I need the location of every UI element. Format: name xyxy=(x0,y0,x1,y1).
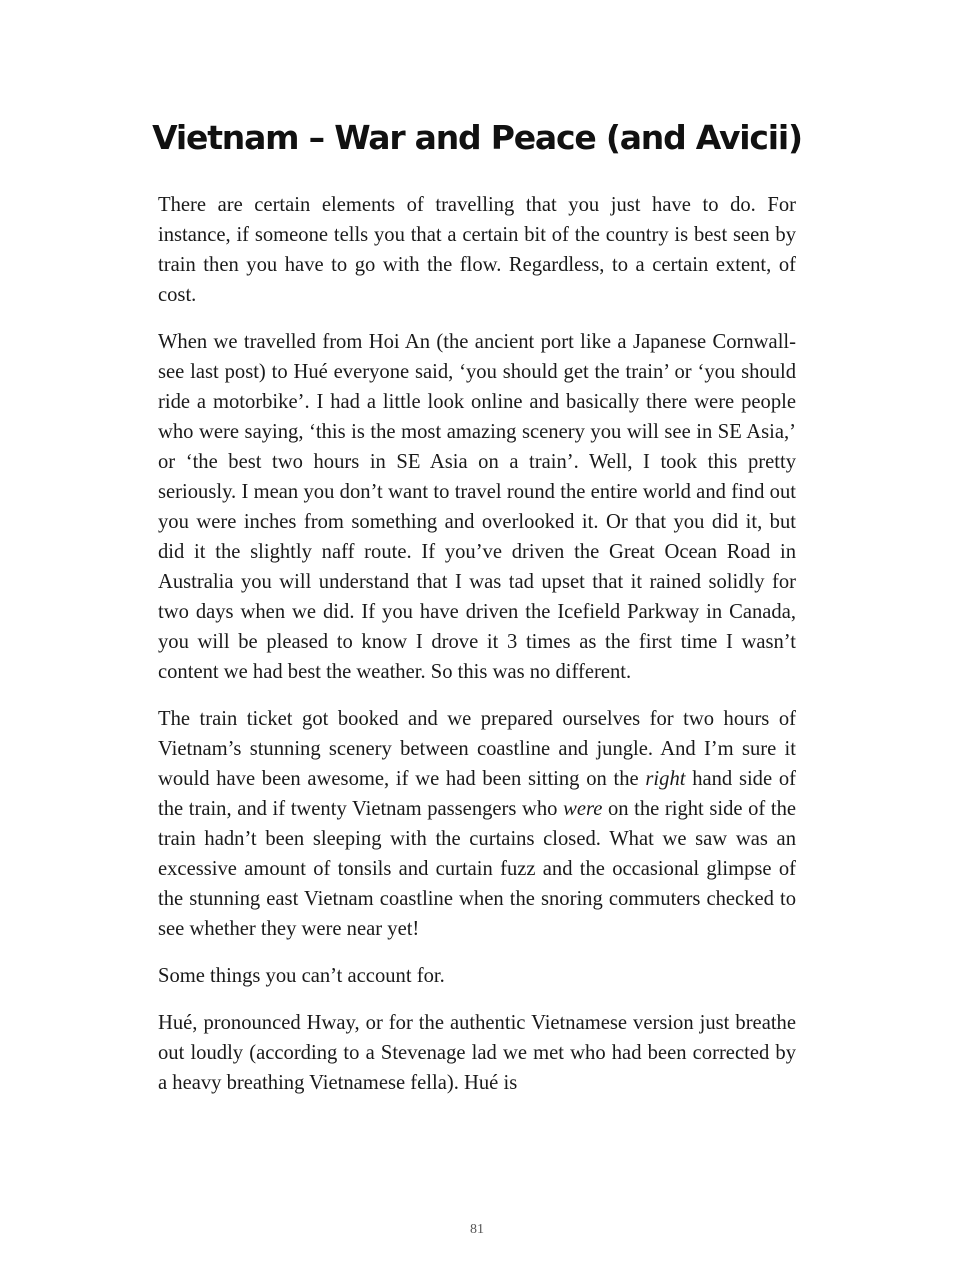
paragraph-3-text-3: on the right side of the train hadn’t been sleeping with the curtains closed. What we saw was an excessive amount of tonsils and curtain fuzz and the occasional glimpse of the stunning east Vietnam coastline when the snoring commuters checked to see whether they were near yet! xyxy=(158,798,797,940)
chapter-body xyxy=(158,190,796,1115)
paragraph-5: Hué, pronounced Hway, or for the authentic Vietnamese version just breathe out loudly (according to a Stevenage lad we met who had been corrected by a heavy breathing Vietnamese fella). Hué is xyxy=(158,1012,796,1094)
paragraph-3-text-1: The train ticket got booked and we prepared ourselves for two hours of Vietnam’s stunning scenery between coastline and jungle. And I’m sure it would have been awesome, if we had been sitting on the xyxy=(158,708,796,790)
paragraph-2: When we travelled from Hoi An (the ancient port like a Japanese Cornwall- see last post) to Hué everyone said, ‘you should get the train’ or ‘you should ride a motorbike’. I had a little look online and basically there were people who were saying, ‘this is the most amazing scenery you will see in SE Asia,’ or ‘the best two hours in SE Asia on a train’. Well, I took this pretty seriously. I mean you don’t want to travel round the entire world and find out you were inches from something and overlooked it. Or that you did it, but did it the slightly naff route. If you’ve driven the Great Ocean Road in Australia you will understand that I was tad upset that it rained solidly for two days when we did. If you have driven the Icefield Parkway in Canada, you will be pleased to know I drove it 3 times as the first time I wasn’t content we had best the weather. So this was no different. xyxy=(158,331,796,683)
paragraph-3-text-2: hand side of the train, and if twenty Vietnam passengers who xyxy=(158,768,796,820)
paragraph-3-emphasis-right: right xyxy=(645,768,686,790)
chapter-title: Vietnam – War and Peace (and Avicii) xyxy=(152,118,802,157)
paragraph-3 xyxy=(158,704,796,944)
paragraph-3-emphasis-were: were xyxy=(563,798,603,820)
paragraph-1: There are certain elements of travelling that you just have to do. For instance, if someone tells you that a certain bit of the country is best seen by train then you have to go with the flow. Regardless, to a certain extent, of cost. xyxy=(158,194,796,306)
paragraph-4: Some things you can’t account for. xyxy=(158,965,445,987)
page-number: 81 xyxy=(470,1222,484,1237)
